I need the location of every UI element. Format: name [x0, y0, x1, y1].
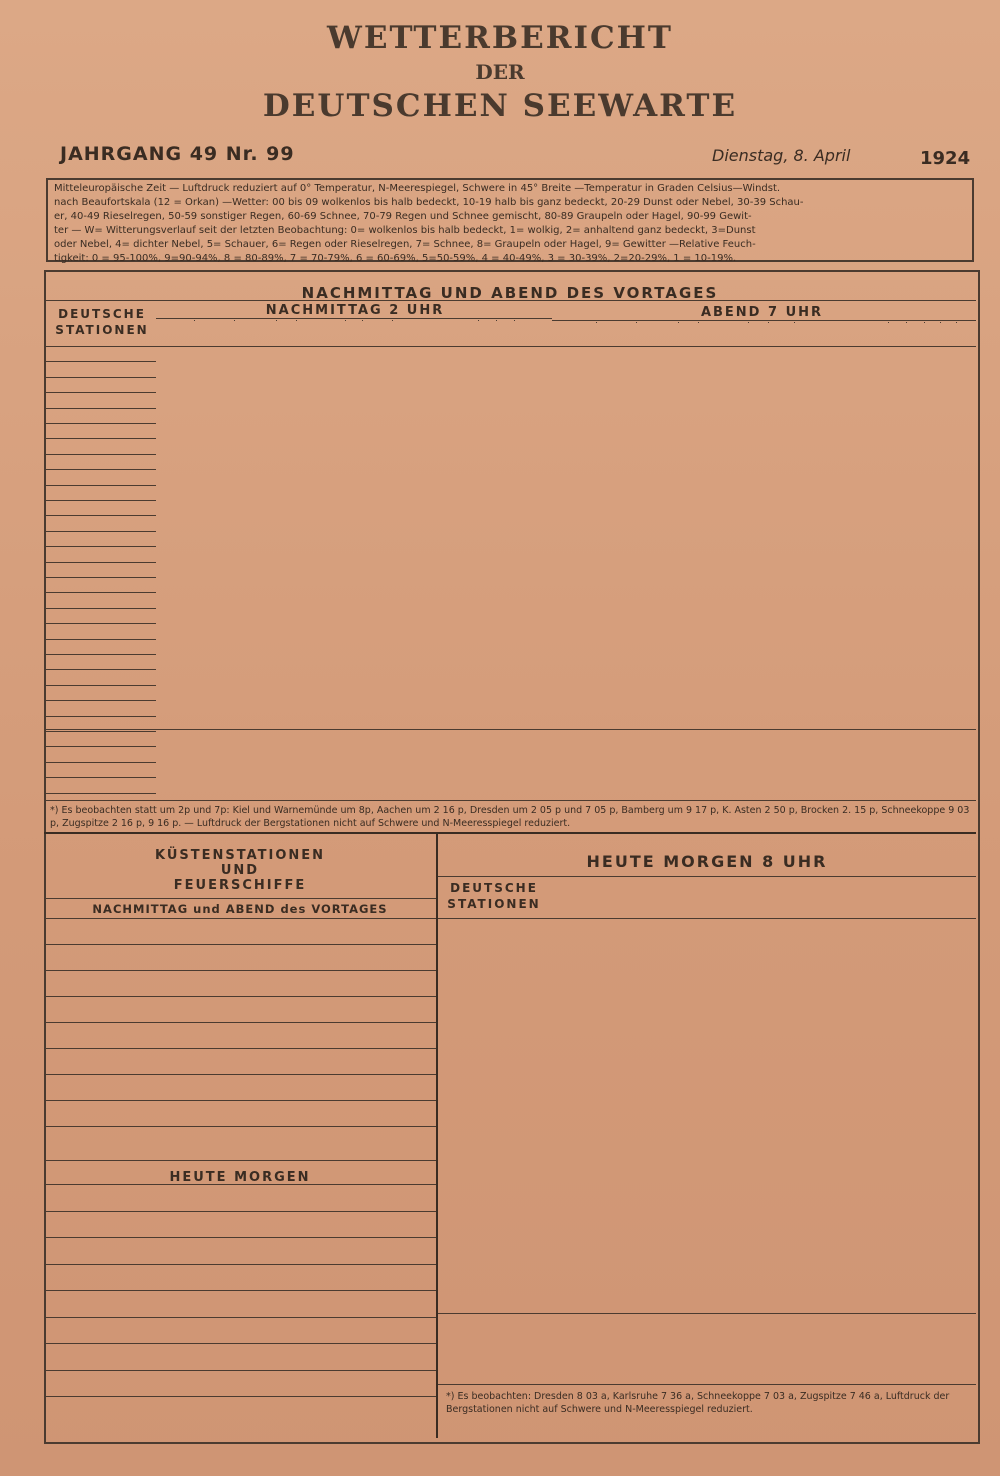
legend-line: er, 40-49 Rieselregen, 50-59 sonstiger Regen, 60-69 Schnee, 70-79 Regen und Schnee gemischt, 80-89 Graupeln oder Hagel, 90-99 Gewit-	[54, 211, 752, 222]
section-divider	[436, 832, 438, 1438]
rule	[784, 876, 785, 877]
rule	[552, 320, 976, 321]
rule	[44, 970, 436, 971]
coastal-title	[44, 848, 436, 893]
rule	[906, 322, 907, 323]
rule	[882, 876, 883, 877]
rule	[934, 876, 935, 877]
morning-title: HEUTE MORGEN 8 UHR	[586, 852, 828, 871]
rule	[438, 876, 976, 877]
rule	[552, 300, 553, 301]
morning-footnote: *) Es beobachten: Dresden 8 03 a, Karlsruhe 7 36 a, Schneekoppe 7 03 a, Zugspitze 7 46 a, Luftdruck der Bergstationen nicht auf Schwere und N-Meeresspiegel reduziert.	[446, 1391, 950, 1415]
rule	[44, 996, 436, 997]
rule	[698, 322, 699, 323]
section-divider	[44, 832, 976, 834]
rule	[276, 320, 277, 321]
rule	[956, 322, 957, 323]
rule	[44, 918, 436, 919]
rule	[44, 1396, 436, 1397]
rule	[514, 320, 515, 321]
rule	[596, 322, 597, 323]
rule	[44, 454, 156, 455]
rule	[636, 322, 637, 323]
rule	[44, 500, 156, 501]
rule	[156, 300, 157, 301]
rule	[44, 577, 156, 578]
rule	[44, 731, 156, 732]
legend-line: Mitteleuropäische Zeit — Luftdruck reduziert auf 0° Temperatur, N-Meerespiegel, Schwere in 45° Breite —Temperatur in Graden Celsius—Windst.	[54, 183, 781, 194]
coastal-title-line2: UND	[220, 863, 260, 878]
rule	[44, 898, 436, 899]
rule	[44, 1048, 436, 1049]
rule	[44, 654, 156, 655]
issue-date: Dienstag, 8. April	[712, 146, 851, 165]
rule	[768, 322, 769, 323]
rule	[44, 1343, 436, 1344]
issue-number: JAHRGANG 49 Nr. 99	[60, 143, 295, 165]
legend-line: nach Beaufortskala (12 = Orkan) —Wetter: 00 bis 09 wolkenlos bis halb bedeckt, 10-19 halb bis ganz bedeckt, 20-29 Dunst oder Nebel, 30-39 Schau-	[54, 197, 804, 208]
header-rule	[44, 346, 976, 347]
rule	[44, 1126, 436, 1127]
rule	[44, 793, 156, 794]
coastal-subtitle: NACHMITTAG und ABEND des VORTAGES	[92, 902, 388, 916]
rule	[44, 716, 156, 717]
masthead-line2: DER	[475, 60, 525, 84]
rule	[44, 1290, 436, 1291]
rule	[496, 320, 497, 321]
rule	[738, 876, 739, 877]
stations-heading-top: DEUTSCHE STATIONEN	[55, 307, 149, 337]
rule	[296, 320, 297, 321]
rule	[44, 392, 156, 393]
rule	[44, 700, 156, 701]
afternoon-heading: NACHMITTAG 2 UHR	[265, 303, 445, 318]
rule	[44, 1370, 436, 1371]
mountain-divider	[44, 729, 976, 730]
rule	[44, 623, 156, 624]
top-footnote: *) Es beobachten statt um 2p und 7p: Kiel und Warnemünde um 8p, Aachen um 2 16 p, Dresden um 2 05 p und 7 05 p, Bamberg um 9 17 p, K. Asten 2 50 p, Brocken 2. 15 p, Schneekoppe 9 03 p, Zugspitze 2 16 p, 9 16 p. — Luftdruck der Bergstationen nicht auf Schwere und N-Meeresspiegel reduziert.	[50, 805, 970, 829]
rule	[44, 592, 156, 593]
rule	[44, 377, 156, 378]
top-section-title: NACHMITTAG UND ABEND DES VORTAGES	[301, 284, 719, 302]
header-rule	[438, 918, 976, 919]
rule	[748, 322, 749, 323]
rule	[44, 1264, 436, 1265]
rule	[44, 685, 156, 686]
rule	[44, 800, 976, 801]
rule	[44, 1184, 436, 1185]
legend-line: tigkeit: 0 = 95-100%, 9=90-94%, 8 = 80-89%, 7 = 70-79%, 6 = 60-69%, 5=50-59%, 4 = 40-49%, 3 = 30-39%, 2=20-29%, 1 = 10-19%.	[54, 253, 737, 264]
rule	[44, 515, 156, 516]
rule	[44, 361, 156, 362]
rule	[44, 639, 156, 640]
masthead-line3: DEUTSCHEN SEEWARTE	[262, 88, 738, 124]
issue-year: 1924	[920, 148, 971, 169]
rule	[758, 876, 759, 877]
rule	[44, 1211, 436, 1212]
rule	[888, 322, 889, 323]
evening-heading: ABEND 7 UHR	[700, 305, 824, 320]
rule	[794, 322, 795, 323]
rule	[688, 876, 689, 877]
rule	[478, 320, 479, 321]
rule	[156, 318, 552, 319]
coastal-title-line3: FEUERSCHIFFE	[173, 878, 307, 893]
rule	[918, 876, 919, 877]
rule	[940, 322, 941, 323]
rule	[952, 876, 953, 877]
rule	[126, 918, 127, 919]
rule	[44, 531, 156, 532]
rule	[44, 423, 156, 424]
rule	[392, 320, 393, 321]
rule	[362, 320, 363, 321]
rule	[44, 438, 156, 439]
stations-heading-morning: DEUTSCHE STATIONEN	[447, 881, 541, 911]
rule	[44, 300, 976, 301]
rule	[550, 876, 551, 877]
rule	[44, 1022, 436, 1023]
rule	[44, 762, 156, 763]
coastal-title-line1: KÜSTENSTATIONEN	[154, 848, 326, 863]
rule	[44, 562, 156, 563]
masthead-line1: WETTERBERICHT	[327, 20, 673, 56]
rule	[44, 469, 156, 470]
rule	[126, 1184, 127, 1185]
legend-box	[46, 178, 974, 262]
rule	[626, 876, 627, 877]
rule	[900, 876, 901, 877]
legend-line: ter — W= Witterungsverlauf seit der letzten Beobachtung: 0= wolkenlos bis halb bedeckt, 1= wolkig, 2= anhaltend ganz bedeckt, 3=Dunst	[54, 225, 756, 236]
rule	[44, 408, 156, 409]
rule	[438, 1384, 976, 1385]
rule	[924, 322, 925, 323]
rule	[44, 546, 156, 547]
rule	[345, 320, 346, 321]
rule	[194, 320, 195, 321]
masthead	[0, 14, 1000, 124]
rule	[44, 746, 156, 747]
rule	[234, 320, 235, 321]
rule	[44, 669, 156, 670]
coastal-morning-title: HEUTE MORGEN	[169, 1170, 311, 1185]
rule	[678, 322, 679, 323]
rule	[44, 1317, 436, 1318]
rule	[44, 777, 156, 778]
rule	[44, 1074, 436, 1075]
mountain-divider	[438, 1313, 976, 1314]
rule	[44, 608, 156, 609]
rule	[44, 485, 156, 486]
rule	[44, 1100, 436, 1101]
rule	[44, 944, 436, 945]
rule	[586, 876, 587, 877]
rule	[670, 876, 671, 877]
legend-line: oder Nebel, 4= dichter Nebel, 5= Schauer, 6= Regen oder Rieselregen, 7= Schnee, 8= Graupeln oder Hagel, 9= Gewitter —Relative Feuch-	[54, 239, 756, 250]
rule	[44, 1237, 436, 1238]
rule	[44, 1160, 436, 1161]
